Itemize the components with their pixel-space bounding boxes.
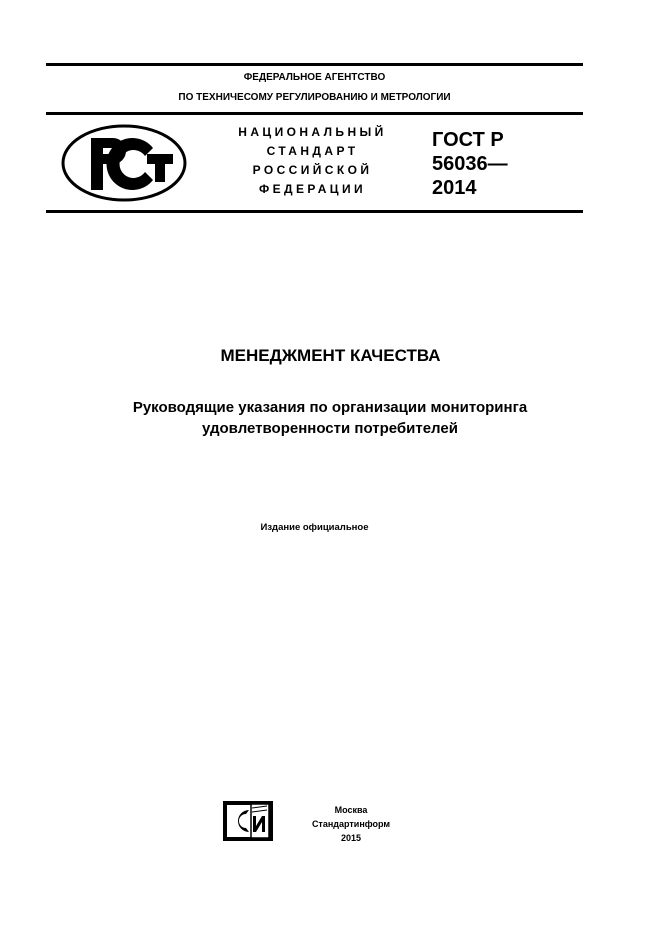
agency-name-line-1: ФЕДЕРАЛЬНОЕ АГЕНТСТВО [243, 72, 386, 83]
document-subtitle [30, 397, 630, 439]
rst-certification-logo [61, 124, 189, 204]
standard-label-line-3: РОССИЙСКОЙ [252, 163, 373, 177]
bottom-header-rule [46, 210, 583, 213]
standard-label-line-2: СТАНДАРТ [266, 144, 359, 158]
edition-label: Издание официальное [260, 522, 369, 533]
standard-label-line-1: НАЦИОНАЛЬНЫЙ [238, 125, 387, 139]
standard-number-line-2: 56036— [432, 153, 508, 175]
standard-number [432, 128, 508, 200]
standard-label-line-4: ФЕДЕРАЦИИ [258, 182, 367, 196]
document-subtitle-line-1: Руководящие указания по организации мониторинга [132, 399, 528, 416]
standard-number-line-1: ГОСТ Р [432, 129, 504, 151]
top-rule [46, 63, 583, 66]
document-subtitle-line-2: удовлетворенности потребителей [202, 420, 458, 437]
header-rule [46, 112, 583, 115]
imprint-publisher: Стандартинформ [311, 819, 391, 829]
imprint-city: Москва [334, 805, 368, 815]
standartinform-logo [222, 800, 274, 842]
standard-number-line-3: 2014 [432, 177, 477, 199]
imprint-year: 2015 [340, 833, 362, 843]
document-title: МЕНЕДЖМЕНТ КАЧЕСТВА [220, 346, 441, 365]
imprint [296, 803, 406, 845]
agency-name-line-2: ПО ТЕХНИЧЕСОМУ РЕГУЛИРОВАНИЮ И МЕТРОЛОГИИ [178, 92, 451, 103]
